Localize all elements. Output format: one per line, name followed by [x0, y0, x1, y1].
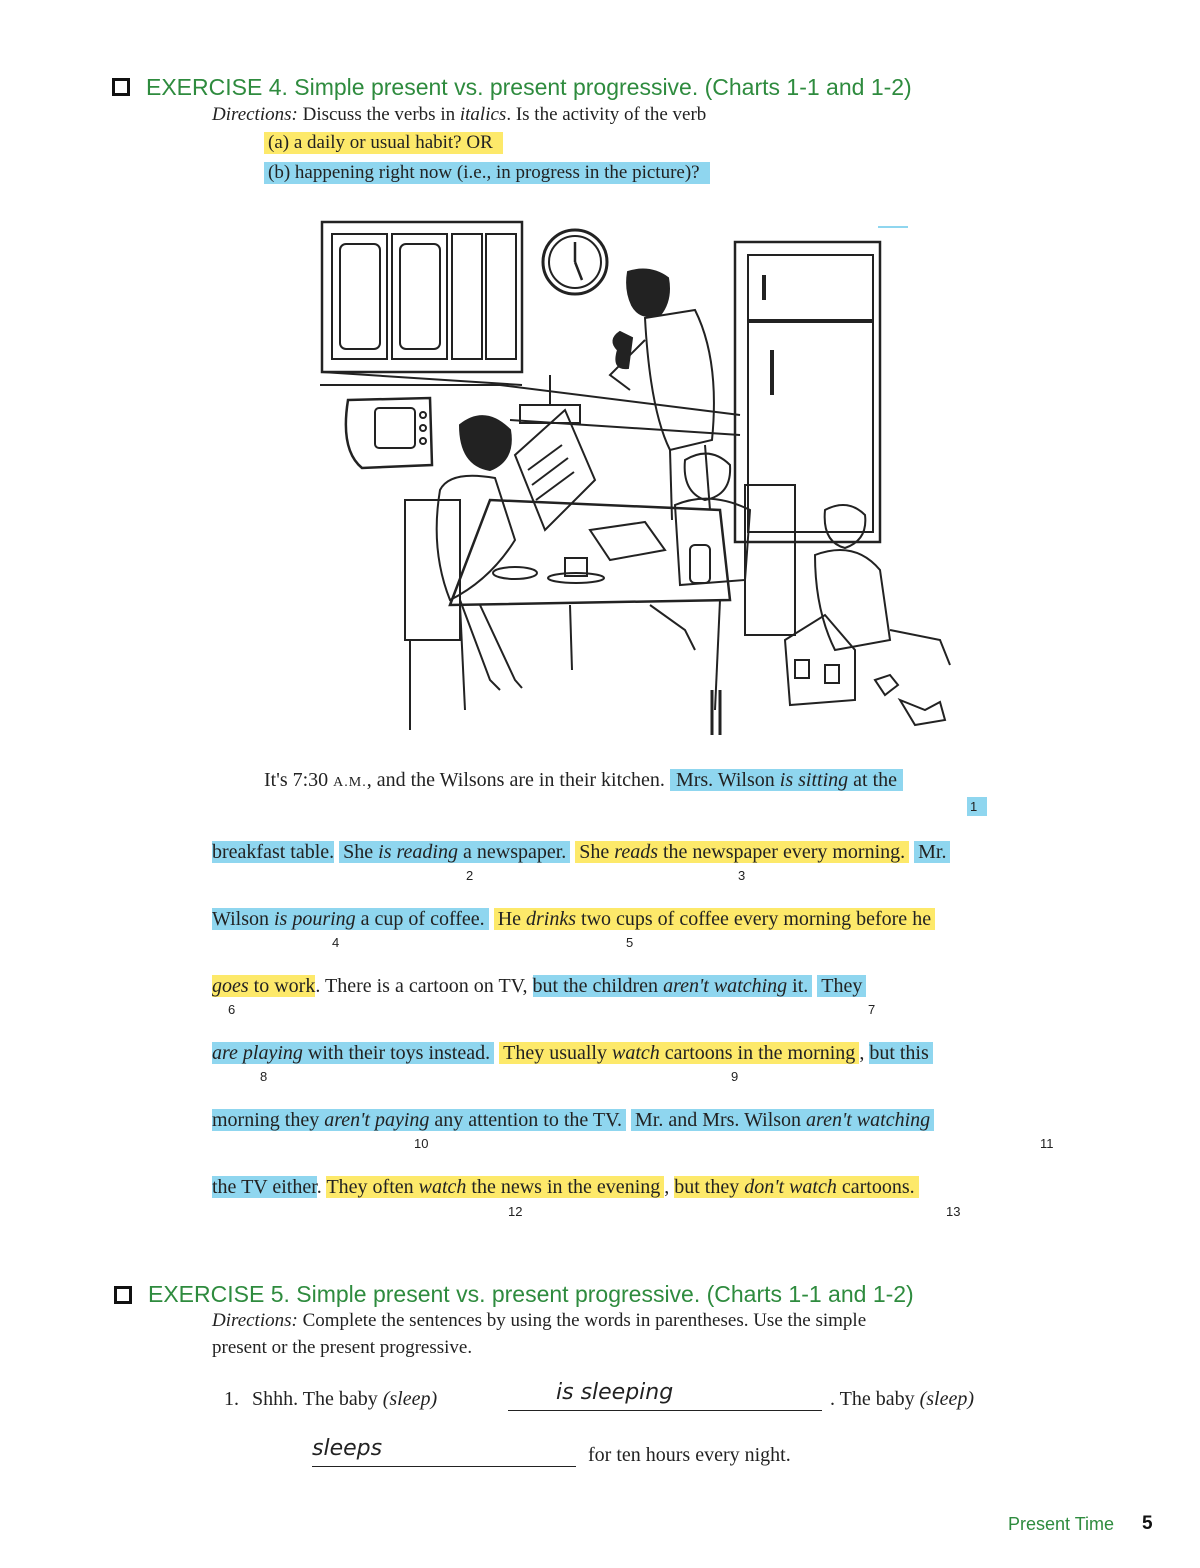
paragraph-line-5: [212, 1039, 933, 1067]
page-number: 5: [1142, 1513, 1153, 1534]
sentence-8: are playing with their toys instead.: [212, 1042, 494, 1064]
paragraph-line-7: [212, 1173, 919, 1201]
sentence-5-end: goes to work: [212, 975, 316, 997]
paragraph-line-3: [212, 905, 935, 933]
text: .: [316, 1176, 327, 1198]
directions-italic: italics: [459, 104, 507, 125]
option-a: (a) a daily or usual habit? OR: [264, 132, 503, 154]
verb-number-2: 2: [466, 868, 474, 883]
woman-reading: [405, 410, 595, 730]
paragraph-line-1: [264, 766, 903, 797]
table: [450, 500, 730, 710]
verb-number-5: 5: [626, 935, 634, 950]
sentence-10-start: but this: [869, 1042, 932, 1064]
directions-text-end: . Is the activity of the verb: [506, 104, 707, 125]
sentence-10: morning they aren't paying any attention to the TV.: [212, 1109, 626, 1131]
item-text: Shhh. The baby: [252, 1388, 383, 1410]
paragraph-line-2: [212, 838, 950, 866]
upper-cabinets: [322, 222, 522, 385]
sentence-11-end: the TV either: [212, 1176, 317, 1198]
directions-text: Discuss the verbs in: [297, 104, 460, 125]
exercise4-directions: [212, 104, 706, 126]
sentence-8-start: They: [817, 975, 866, 997]
item-1-line-1-end: [830, 1388, 974, 1411]
sentence-1-end: breakfast table.: [212, 841, 335, 863]
text: ,: [859, 1042, 870, 1064]
paragraph-line-4: [212, 972, 866, 1000]
sentence-13: but they don't watch cartoons.: [674, 1176, 918, 1198]
verb-number-4: 4: [332, 935, 340, 950]
exercise5-directions: [212, 1310, 866, 1332]
verb-number-11: 11: [1040, 1136, 1054, 1151]
counter: [320, 375, 740, 435]
directions-label: Directions:: [212, 104, 298, 125]
verb-number-13: 13: [946, 1204, 961, 1219]
text-am: A.M.: [333, 775, 367, 790]
exercise4-title: EXERCISE 4. Simple present vs. present progressive. (Charts 1-1 and 1-2): [146, 74, 912, 100]
item-number: 1.: [224, 1388, 239, 1410]
text: ,: [664, 1176, 675, 1198]
directions-text: Complete the sentences by using the words in parentheses. Use the simple: [297, 1310, 867, 1331]
verb-hint: (sleep): [919, 1388, 975, 1410]
verb-number-8: 8: [260, 1069, 268, 1084]
girl-playing: [785, 505, 950, 725]
item-text: . The baby: [830, 1388, 920, 1410]
sentence-2: She is reading a newspaper.: [339, 841, 570, 863]
exercise5-title: EXERCISE 5. Simple present vs. present progressive. (Charts 1-1 and 1-2): [148, 1281, 914, 1307]
directions-label: Directions:: [212, 1310, 298, 1331]
option-b: (b) happening right now (i.e., in progress in the picture)?: [264, 162, 710, 184]
text: , and the Wilsons are in their kitchen.: [366, 769, 670, 791]
sentence-4: Wilson is pouring a cup of coffee.: [212, 908, 489, 930]
verb-number-9: 9: [731, 1069, 739, 1084]
text: . There is a cartoon on TV,: [315, 975, 533, 997]
sentence-4-start: Mr.: [914, 841, 950, 863]
exercise5-directions-line2: present or the present progressive.: [212, 1337, 473, 1358]
sentence-9: They usually watch cartoons in the morning: [499, 1042, 859, 1064]
sentence-5: He drinks two cups of coffee every morning before he: [494, 908, 935, 930]
item-1-line-1: [224, 1388, 437, 1411]
exercise4-checkbox[interactable]: [112, 78, 130, 96]
answer-1-text: is sleeping: [556, 1380, 674, 1405]
footer-label: Present Time: [1008, 1514, 1115, 1534]
exercise5-checkbox[interactable]: [114, 1286, 132, 1304]
answer-2-text: sleeps: [312, 1436, 383, 1461]
verb-number-12: 12: [508, 1204, 523, 1219]
verb-hint: (sleep): [382, 1388, 438, 1410]
sentence-11: Mr. and Mrs. Wilson aren't watching: [631, 1109, 934, 1131]
refrigerator: [735, 242, 880, 542]
sentence-3: She reads the newspaper every morning.: [575, 841, 909, 863]
verb-number-7: 7: [868, 1002, 876, 1017]
item-1-line-2: for ten hours every night.: [588, 1444, 791, 1466]
verb-number-3: 3: [738, 868, 746, 883]
tv: [346, 398, 432, 468]
text: It's 7:30: [264, 769, 334, 791]
verb-number-1: 1: [970, 799, 978, 814]
answer-blank-1[interactable]: [508, 1380, 822, 1411]
wall-clock: [543, 230, 607, 294]
sentence-1: Mrs. Wilson is sitting at the: [670, 769, 903, 791]
kitchen-illustration: [300, 210, 980, 740]
sentence-12: They often watch the news in the evening: [326, 1176, 664, 1198]
paragraph-line-6: [212, 1106, 934, 1134]
verb-number-10: 10: [414, 1136, 429, 1151]
answer-blank-2[interactable]: [312, 1436, 576, 1467]
sentence-7: but the children aren't watching it.: [533, 975, 813, 997]
man-pouring: [610, 270, 714, 520]
verb-number-6: 6: [228, 1002, 236, 1017]
